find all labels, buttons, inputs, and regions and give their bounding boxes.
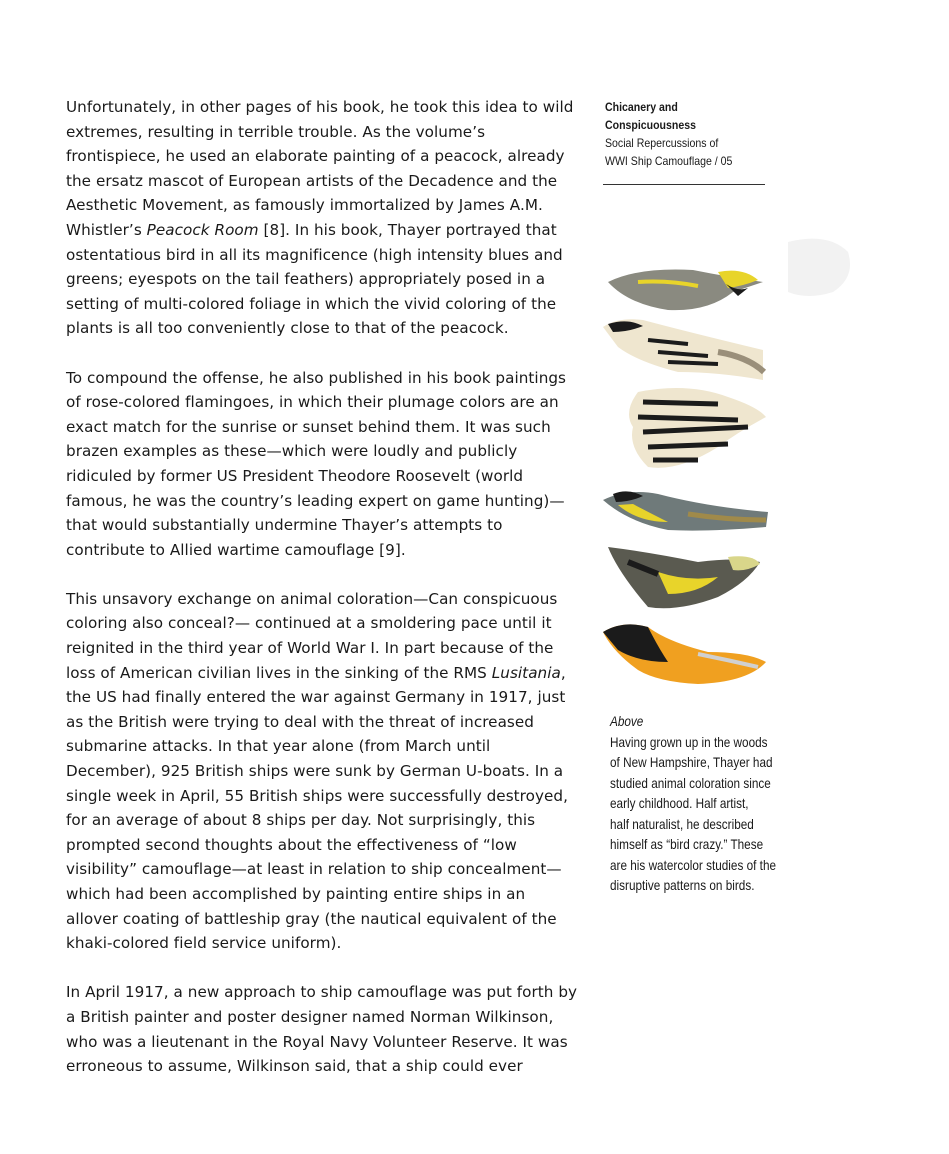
bird-1-yellow-throated: [608, 270, 763, 311]
caption-line: studied animal coloration since: [610, 774, 771, 791]
bird-4-yellow-breast: [603, 491, 768, 530]
caption-heading: Above: [610, 713, 644, 729]
caption-line: are his watercolor studies of the: [610, 856, 777, 873]
paragraph-1: [66, 95, 578, 341]
text-run: This unsavory exchange on animal coloration—Can conspicuous coloring also conceal?— continued at a smoldering pace until it reignited in the third year of World War I. In part because of the loss of American civilian lives in the sinking of the RMS: [66, 589, 558, 682]
bird-5-magnolia: [608, 547, 760, 608]
bird-3-black-and-white: [629, 388, 766, 468]
italic-title: Peacock Room: [146, 220, 259, 239]
caption-line: Having grown up in the woods: [610, 733, 768, 750]
caption-line: disruptive patterns on birds.: [610, 877, 755, 893]
faint-bird-ghost: [788, 239, 850, 296]
bird-2-striped: [603, 319, 764, 380]
bird-watercolor-illustration: [598, 222, 858, 692]
caption-line: half naturalist, he described: [610, 815, 754, 832]
caption-line: early childhood. Half artist,: [610, 795, 749, 811]
text-run: Unfortunately, in other pages of his book, he took this idea to wild extremes, resulting in terrible trouble. As the volume’s frontispiece, he used an elaborate painting of a peacock, already the ersatz mascot of European artists of the Decadence and the Aesthetic Movement, as famously immortalized by James A.M. Whistler’s: [66, 98, 574, 239]
chapter-subtitle-line-2: WWI Ship Camouflage / 05: [605, 154, 733, 168]
running-header: [605, 98, 775, 170]
header-divider: [603, 184, 765, 185]
chapter-title-line-1: Chicanery and: [605, 100, 678, 114]
italic-title: Lusitania: [491, 663, 561, 682]
paragraph-2: [66, 366, 578, 563]
bird-6-oriole: [603, 624, 766, 684]
caption-line: himself as “bird crazy.” These: [610, 836, 764, 852]
paragraph-3: [66, 587, 578, 956]
chapter-subtitle-line-1: Social Repercussions of: [605, 136, 719, 150]
article-body: [66, 95, 578, 1079]
image-caption: [610, 711, 810, 896]
text-run: , the US had finally entered the war against Germany in 1917, just as the British were trying to deal with the threat of increased submarine attacks. In that year alone (from March until December), 925 British ships were sunk by German U-boats. In a single week in April, 55 British ships were successfully destroyed, for an average of about 8 ships per day. Not surprisingly, this prompted second thoughts about the effectiveness of “low visibility” camouflage—at least in relation to ship concealment—which had been accomplished by painting entire ships in an allover coating of battleship gray (the nautical equivalent of the khaki-colored field service uniform).: [66, 663, 568, 953]
chapter-title-line-2: Conspicuousness: [605, 118, 696, 132]
paragraph-4: [66, 980, 578, 1078]
text-run: To compound the offense, he also published in his book paintings of rose-colored flamingoes, in which their plumage colors are an exact match for the sunrise or sunset behind them. It was such brazen examples as these—which were loudly and publicly ridiculed by former US President Theodore Roosevelt (world famous, he was the country’s leading expert on game hunting)—that would substantially undermine Thayer’s attempts to contribute to Allied wartime camouflage [9].: [66, 368, 567, 559]
caption-line: of New Hampshire, Thayer had: [610, 754, 773, 770]
text-run: [8]. In his book, Thayer portrayed that ostentatious bird in all its magnificence (high intensity blues and greens; eyespots on the tail feathers) appropriately posed in a setting of multi-colored foliage in which the vivid coloring of the plants is all too conveniently close to that of the peacock.: [66, 220, 563, 338]
text-run: In April 1917, a new approach to ship camouflage was put forth by a British painter and poster designer named Norman Wilkinson, who was a lieutenant in the Royal Navy Volunteer Reserve. It was erroneous to assume, Wilkinson said, that a ship could ever: [66, 983, 578, 1076]
